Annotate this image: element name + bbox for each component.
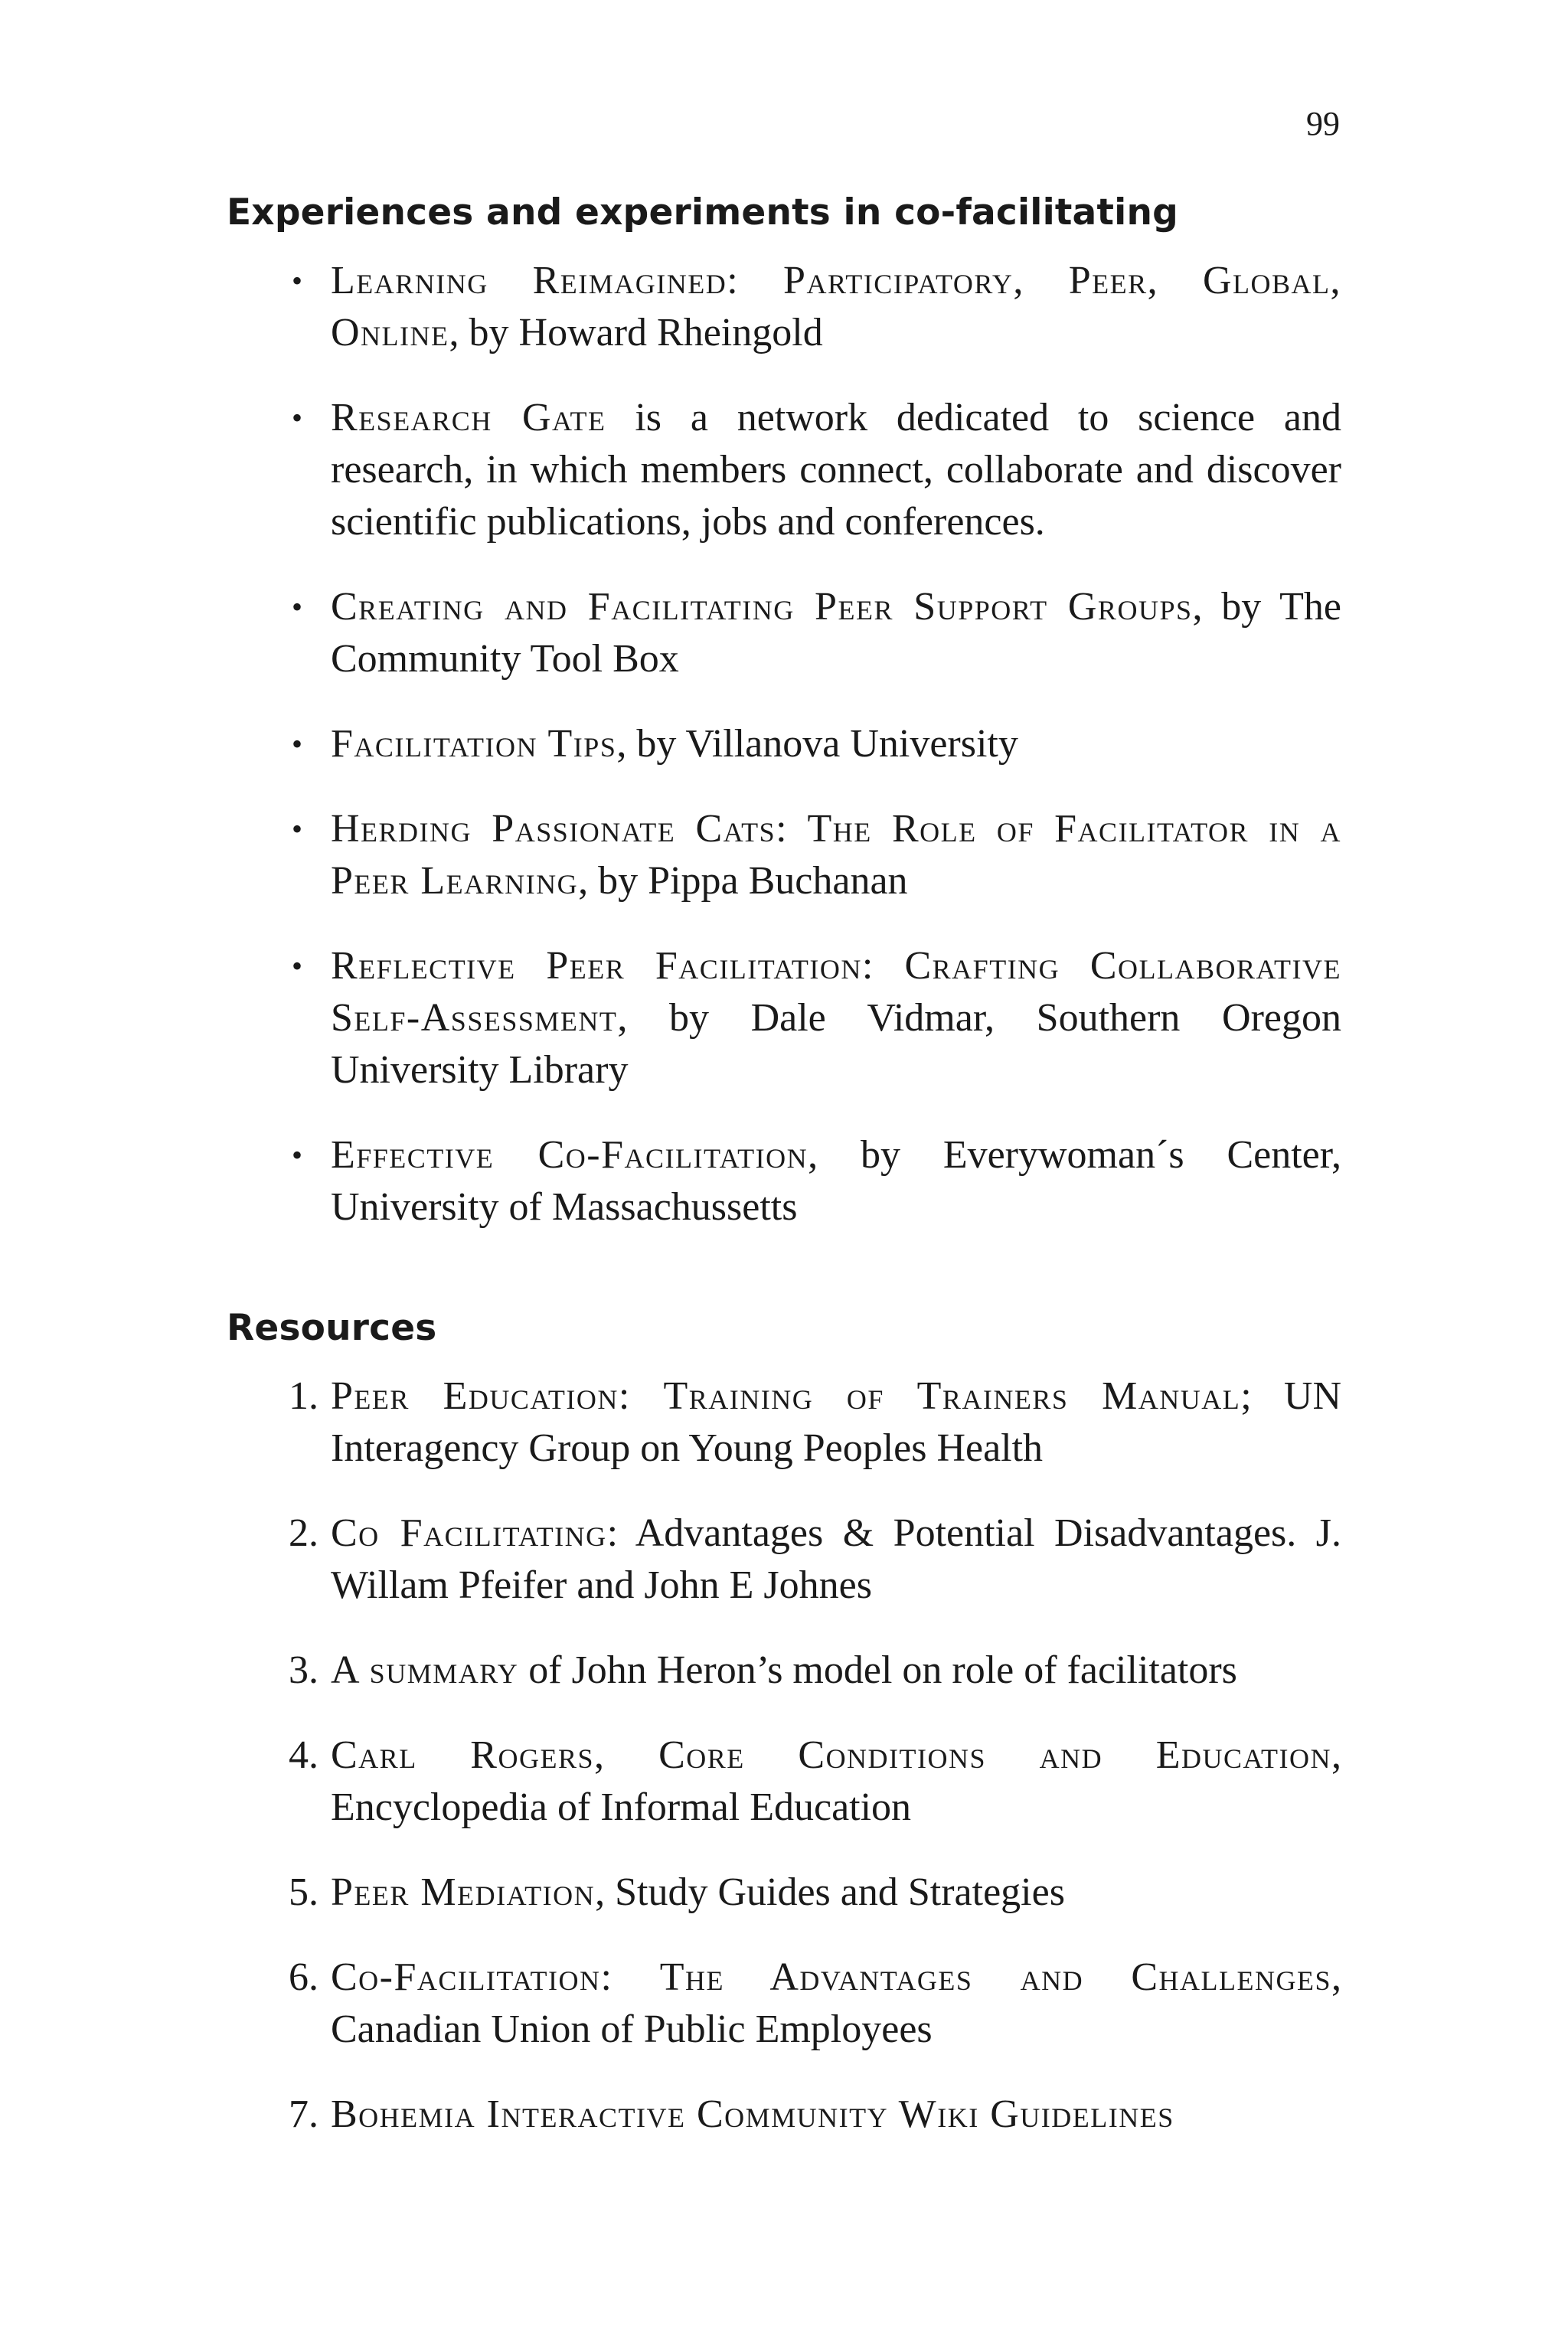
list-item: [227, 1370, 1341, 1475]
item-number: 4.: [289, 1733, 318, 1777]
bullet-icon: •: [291, 727, 302, 761]
bullet-icon: •: [291, 263, 302, 298]
item-text: , by Pippa Buchanan: [578, 859, 908, 903]
list-item: [227, 1867, 1341, 1919]
item-number: 3.: [289, 1648, 318, 1692]
item-text: : Advantages & Potential Disadvantages. J. Willam Pfeifer and John E Johnes: [331, 1511, 1341, 1607]
link-title[interactable]: Facilitation Tips: [331, 722, 617, 766]
link-title[interactable]: Peer Mediation: [331, 1870, 596, 1914]
resources-list: [227, 1370, 1341, 2141]
item-text: , by The Community Tool Box: [331, 585, 1341, 681]
item-text: , by Villanova University: [616, 722, 1018, 766]
list-item: [227, 1129, 1341, 1233]
link-title[interactable]: Herding Passionate Cats: The Role of Facilitator in a Peer Learning: [331, 807, 1341, 903]
list-item: [227, 1952, 1341, 2056]
bullet-icon: •: [291, 949, 302, 983]
item-text: is a network dedicated to science and research, in which members connect, collaborate and discover scientific publications, jobs and conferences.: [331, 396, 1342, 544]
list-item: [227, 2089, 1341, 2141]
link-title[interactable]: Reflective Peer Facilitation: Crafting Collaborative Self-Assessment: [331, 944, 1341, 1040]
list-item: [227, 940, 1341, 1096]
list-item: [227, 581, 1341, 685]
list-item: [227, 255, 1341, 359]
item-text: , by Everywoman´s Center, University of Massachussetts: [331, 1133, 1341, 1229]
link-title[interactable]: Effective Co-Facilitation: [331, 1133, 808, 1177]
list-item: [227, 392, 1341, 548]
item-text: ; UN Interagency Group on Young Peoples Health: [331, 1374, 1341, 1470]
link-title[interactable]: Research Gate: [331, 396, 606, 439]
item-text: , Study Guides and Strategies: [595, 1870, 1065, 1914]
bullet-icon: •: [291, 812, 302, 846]
item-text: , Canadian Union of Public Employees: [331, 1955, 1341, 2051]
link-title[interactable]: Peer Education: Training of Trainers Manual: [331, 1374, 1241, 1418]
link-title[interactable]: Co Facilitating: [331, 1511, 607, 1555]
link-title[interactable]: A summary: [331, 1648, 519, 1692]
item-number: 1.: [289, 1374, 318, 1418]
link-title[interactable]: Learning Reimagined: Participatory, Peer, Global, Online: [331, 259, 1341, 354]
list-item: [227, 718, 1341, 770]
experiences-list: [227, 255, 1341, 1233]
item-number: 5.: [289, 1870, 318, 1914]
item-text: , Encyclopedia of Informal Education: [331, 1733, 1341, 1829]
link-title[interactable]: Creating and Facilitating Peer Support Groups: [331, 585, 1193, 629]
item-number: 2.: [289, 1511, 318, 1555]
item-text: of John Heron’s model on role of facilitators: [518, 1648, 1237, 1692]
bullet-icon: •: [291, 590, 302, 624]
page-content: [227, 182, 1341, 2141]
bullet-icon: •: [291, 400, 302, 435]
item-number: 7.: [289, 2092, 318, 2136]
list-item: [227, 1730, 1341, 1834]
bullet-icon: •: [291, 1138, 302, 1172]
list-item: [227, 1645, 1341, 1697]
item-text: , by Dale Vidmar, Southern Oregon University Library: [331, 996, 1341, 1092]
link-title[interactable]: Bohemia Interactive Community Wiki Guidelines: [331, 2092, 1174, 2136]
item-text: , by Howard Rheingold: [449, 311, 823, 354]
list-item: [227, 1508, 1341, 1612]
section-heading-resources: Resources: [227, 1307, 437, 1349]
item-number: 6.: [289, 1955, 318, 1999]
link-title[interactable]: Co-Facilitation: The Advantages and Challenges: [331, 1955, 1331, 1999]
page-number: 99: [1306, 105, 1340, 142]
list-item: [227, 803, 1341, 907]
section-heading-experiences: Experiences and experiments in co-facilitating: [227, 191, 1178, 234]
link-title[interactable]: Carl Rogers, Core Conditions and Education: [331, 1733, 1331, 1777]
